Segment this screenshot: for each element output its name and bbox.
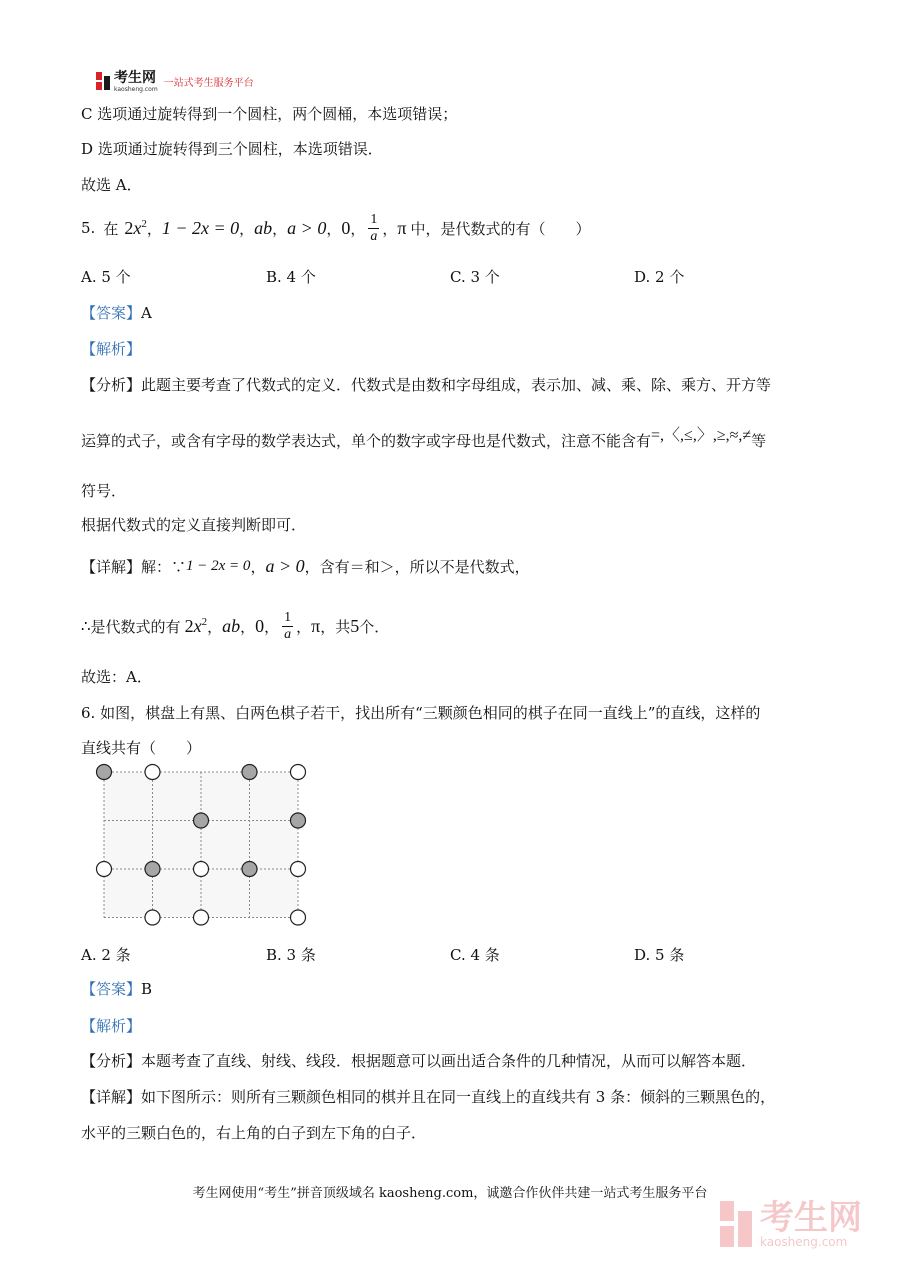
q5-analysis-tag: 【解析】 <box>81 340 142 358</box>
white-piece <box>97 862 112 877</box>
chess-board <box>88 758 318 933</box>
q6-detail-2: 水平的三颗白色的，右上角的白子到左下角的白子． <box>81 1124 427 1142</box>
white-piece <box>194 862 209 877</box>
white-piece <box>145 765 160 780</box>
logo-slogan: 一站式考生服务平台 <box>163 77 254 89</box>
q5-detail-1: 【详解】 解：∵ 1 − 2x = 0 ， a > 0 ，含有＝和＞，所以不是代数式， <box>81 556 530 576</box>
q5-expr1: $2x^2$ <box>124 217 147 238</box>
black-piece <box>242 862 257 877</box>
black-piece <box>194 813 209 828</box>
q5-option-d: D. 2 个 <box>634 268 685 286</box>
q5-expr2: 1 − 2x = 0 <box>161 217 240 238</box>
q5-fenxi-4: 根据代数式的定义直接判断即可． <box>81 516 307 534</box>
white-piece <box>291 765 306 780</box>
q6-option-d: D. 5 条 <box>634 946 685 964</box>
q5-prefix: 在 <box>103 219 119 238</box>
black-piece <box>242 765 257 780</box>
logo-domain: kaosheng.com <box>114 86 158 93</box>
white-piece <box>291 910 306 925</box>
q5-fenxi-symbols: =,〈,≤,〉,≥,≈,≠ <box>651 427 752 444</box>
q5-option-c: C. 3 个 <box>450 268 500 286</box>
q5-number: 5. <box>81 219 96 237</box>
logo-brand: 考生网 <box>114 70 156 86</box>
q5-pi: π <box>397 217 407 238</box>
q5-answer: 【答案】A <box>81 304 152 322</box>
q5-option-a: A. 5 个 <box>81 268 131 286</box>
choose-a-line: 故选 A． <box>81 176 142 194</box>
q6-option-a: A. 2 条 <box>81 946 131 964</box>
q5-fenxi-2: 运算的式子，或含有字母的数学表达式，单个的数字或字母也是代数式，注意不能含有=,〈,≤,〉,≥,≈,≠等 <box>81 427 767 450</box>
q5-suffix: 中，是代数式的有（ ） <box>410 219 591 238</box>
q6-detail-1: 【详解】如下图所示：则所有三颗颜色相同的棋并且在同一直线上的直线共有 3 条：倾斜的三颗黑色的， <box>81 1088 776 1106</box>
q5-stem: 5. 在 $2x^2$ ， 1 − 2x = 0 ， ab ， a > 0 ， 0 ， $\frac{1}{a}$ ， π 中，是代数式的有（ ） <box>81 211 591 244</box>
d-option-line: D 选项通过旋转得到三个圆柱，本选项错误． <box>81 140 383 158</box>
black-piece <box>145 862 160 877</box>
q5-fraction: $\frac{1}{a}$ <box>370 211 378 244</box>
q5-option-b: B. 4 个 <box>266 268 316 286</box>
q5-detail-2: ∴ 是代数式的有 $2x^2$ ， ab ， 0 ， $\frac{1}{a}$ ， π ，共 5 个． <box>81 609 390 642</box>
black-piece <box>291 813 306 828</box>
q5-expr3: ab <box>254 217 273 238</box>
watermark-logo: 考生网 kaosheng.com <box>720 1200 862 1248</box>
c-option-line: C 选项通过旋转得到一个圆柱，两个圆桶，本选项错误； <box>81 105 458 123</box>
q6-answer: 【答案】B <box>81 980 153 998</box>
page-footer: 考生网使用“考生”拼音顶级域名 kaosheng.com，诚邀合作伙伴共建一站式考生服务平台 <box>192 1186 708 1201</box>
q5-choose: 故选：A． <box>81 668 152 686</box>
q5-fenxi-1: 【分析】此题主要考查了代数式的定义．代数式是由数和字母组成，表示加、减、乘、除、乘方、开方等 <box>81 376 772 394</box>
watermark-mark-icon <box>720 1201 754 1247</box>
logo-mark-icon <box>96 72 110 90</box>
black-piece <box>97 765 112 780</box>
q5-expr5: 0 <box>341 217 351 238</box>
white-piece <box>194 910 209 925</box>
q6-fenxi: 【分析】本题考查了直线、射线、线段．根据题意可以画出适合条件的几种情况，从而可以解答本题． <box>81 1052 757 1070</box>
q6-text-2: 直线共有（ ） <box>81 739 202 757</box>
q5-expr4: a > 0 <box>287 217 327 238</box>
q6-text-1: 6. 如图，棋盘上有黑、白两色棋子若干，找出所有“三颗颜色相同的棋子在同一直线上”的直线，这样的 <box>81 704 761 722</box>
q5-fenxi-3: 符号． <box>81 482 127 500</box>
white-piece <box>291 862 306 877</box>
white-piece <box>145 910 160 925</box>
q6-option-c: C. 4 条 <box>450 946 500 964</box>
q6-analysis-tag: 【解析】 <box>81 1017 142 1035</box>
q6-option-b: B. 3 条 <box>266 946 316 964</box>
header-logo <box>96 70 254 92</box>
